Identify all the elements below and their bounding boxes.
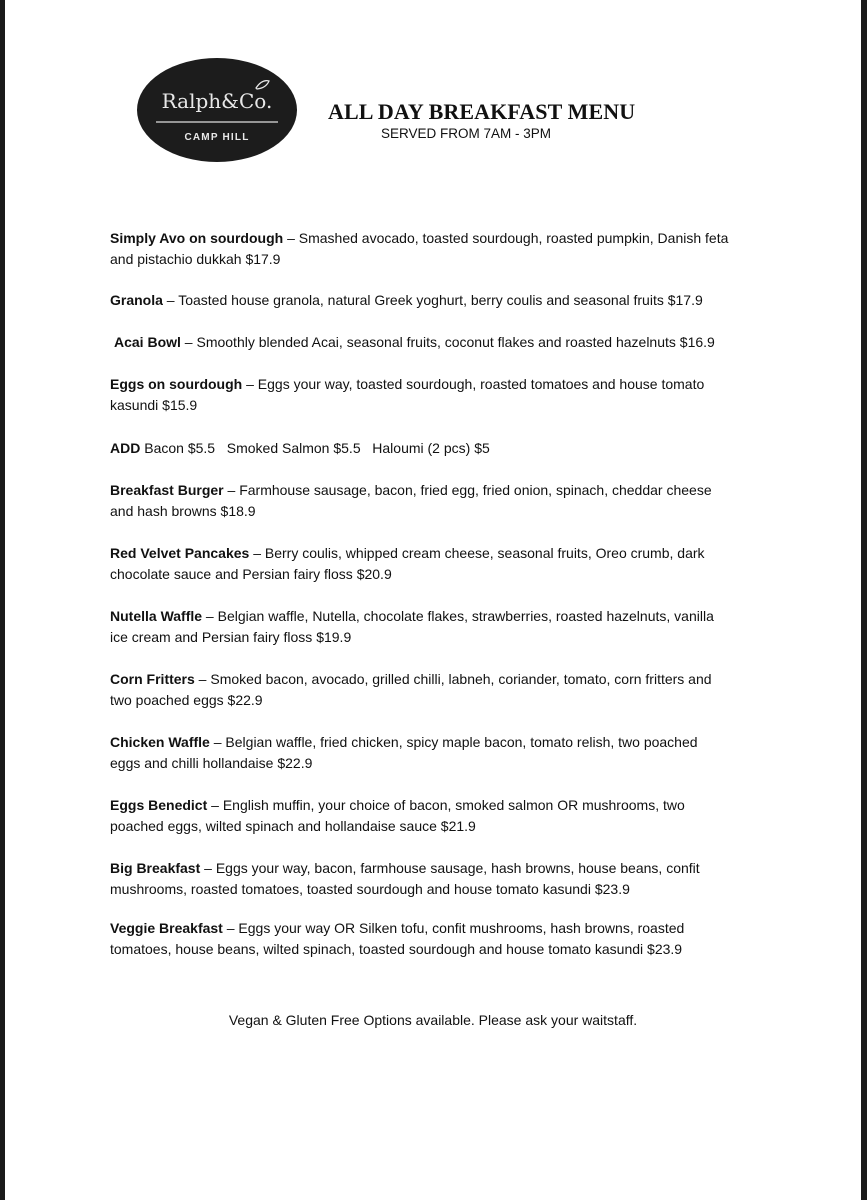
item-price: $23.9 <box>594 881 630 897</box>
menu-item <box>110 795 800 837</box>
item-separator: – <box>207 797 223 813</box>
item-description: Toasted house granola, natural Greek yoghurt, berry coulis and seasonal fruits <box>178 292 664 308</box>
add-on-price: $5.5 <box>333 440 361 456</box>
item-description-cont: mushrooms, roasted tomatoes, toasted sourdough and house tomato kasundi <box>110 881 591 897</box>
item-name: Nutella Waffle <box>110 608 203 624</box>
item-separator: – <box>200 860 216 876</box>
item-description-cont: ice cream and Persian fairy floss <box>110 629 313 645</box>
menu-item <box>110 290 800 311</box>
item-price: $15.9 <box>162 397 198 413</box>
item-description: Belgian waffle, fried chicken, spicy maple bacon, tomato relish, two poached <box>225 734 698 750</box>
add-on-price: $5 <box>474 440 490 456</box>
item-description-cont: tomatoes, house beans, wilted spinach, toasted sourdough and house tomato kasundi <box>110 941 644 957</box>
item-separator: – <box>222 920 239 936</box>
item-price: $17.9 <box>245 251 281 267</box>
item-name: Chicken Waffle <box>110 734 210 750</box>
item-price: $19.9 <box>316 629 352 645</box>
item-name: Corn Fritters <box>110 671 195 687</box>
item-description-cont: poached eggs, wilted spinach and hollandaise sauce <box>110 818 437 834</box>
item-name: Red Velvet Pancakes <box>110 545 250 561</box>
item-description-cont: and hash browns <box>110 503 217 519</box>
menu-item <box>110 228 800 270</box>
item-name: Simply Avo on sourdough <box>110 230 284 246</box>
item-description-cont: two poached eggs <box>110 692 224 708</box>
menu-page <box>5 0 861 1200</box>
item-separator: – <box>162 292 179 308</box>
item-description: Eggs your way, toasted sourdough, roasted tomatoes and house tomato <box>257 376 705 392</box>
item-description: Berry coulis, whipped cream cheese, seasonal fruits, Oreo crumb, dark <box>264 545 705 561</box>
menu-item <box>110 669 800 711</box>
item-description: Eggs your way, bacon, farmhouse sausage, hash browns, house beans, confit <box>215 860 700 876</box>
menu-item <box>110 606 800 648</box>
item-description: Smoked bacon, avocado, grilled chilli, labneh, coriander, tomato, corn fritters and <box>210 671 712 687</box>
item-separator: – <box>283 230 299 246</box>
item-separator: – <box>202 608 218 624</box>
menu-item <box>110 732 800 774</box>
item-price: $16.9 <box>679 334 715 350</box>
item-description: Smashed avocado, toasted sourdough, roasted pumpkin, Danish feta <box>298 230 729 246</box>
menu-item <box>110 374 800 416</box>
item-name: Granola <box>110 292 163 308</box>
add-on-name: Bacon <box>144 440 184 456</box>
item-description: Eggs your way OR Silken tofu, confit mushrooms, hash browns, roasted <box>238 920 685 936</box>
item-separator: – <box>180 334 197 350</box>
item-price: $22.9 <box>277 755 313 771</box>
item-description-cont: and pistachio dukkah <box>110 251 242 267</box>
item-separator: – <box>249 545 265 561</box>
item-name: Veggie Breakfast <box>110 920 223 936</box>
item-price: $20.9 <box>356 566 392 582</box>
item-name: Breakfast Burger <box>110 482 224 498</box>
add-on-price: $5.5 <box>187 440 216 456</box>
logo-location: CAMP HILL <box>184 132 250 143</box>
item-description: Belgian waffle, Nutella, chocolate flakes, strawberries, roasted hazelnuts, vanilla <box>217 608 714 624</box>
logo-name: Ralph&Co. <box>161 89 273 113</box>
item-name: Acai Bowl <box>114 334 181 350</box>
menu-item <box>110 480 800 522</box>
item-name: Eggs on sourdough <box>110 376 243 392</box>
item-price: $22.9 <box>227 692 263 708</box>
item-separator: – <box>242 376 258 392</box>
item-price: $17.9 <box>667 292 703 308</box>
item-name: Big Breakfast <box>110 860 201 876</box>
add-ons-label: ADD <box>110 440 141 456</box>
add-on-name: Smoked Salmon <box>226 440 330 456</box>
ralph-and-co-logo <box>136 57 298 163</box>
item-price: $21.9 <box>440 818 476 834</box>
menu-item <box>110 858 800 900</box>
item-price: $23.9 <box>647 941 683 957</box>
item-separator: – <box>209 734 226 750</box>
item-price: $18.9 <box>220 503 256 519</box>
item-name: Eggs Benedict <box>110 797 208 813</box>
item-separator: – <box>194 671 211 687</box>
add-on-name: Haloumi (2 pcs) <box>372 440 471 456</box>
item-description: Smoothly blended Acai, seasonal fruits, coconut flakes and roasted hazelnuts <box>196 334 676 350</box>
item-description-cont: kasundi <box>110 397 159 413</box>
item-description: English muffin, your choice of bacon, smoked salmon OR mushrooms, two <box>222 797 685 813</box>
item-separator: – <box>223 482 240 498</box>
item-description-cont: chocolate sauce and Persian fairy floss <box>110 566 353 582</box>
menu-title: ALL DAY BREAKFAST MENU <box>328 99 636 124</box>
menu-item <box>114 332 804 353</box>
dietary-note: Vegan & Gluten Free Options available. Please ask your waitstaff. <box>228 1012 638 1028</box>
menu-item <box>110 543 800 585</box>
item-description: Farmhouse sausage, bacon, fried egg, fried onion, spinach, cheddar cheese <box>239 482 712 498</box>
item-description-cont: eggs and chilli hollandaise <box>110 755 274 771</box>
menu-hours: SERVED FROM 7AM - 3PM <box>381 126 552 141</box>
add-ons <box>110 438 800 459</box>
menu-item <box>110 918 800 960</box>
